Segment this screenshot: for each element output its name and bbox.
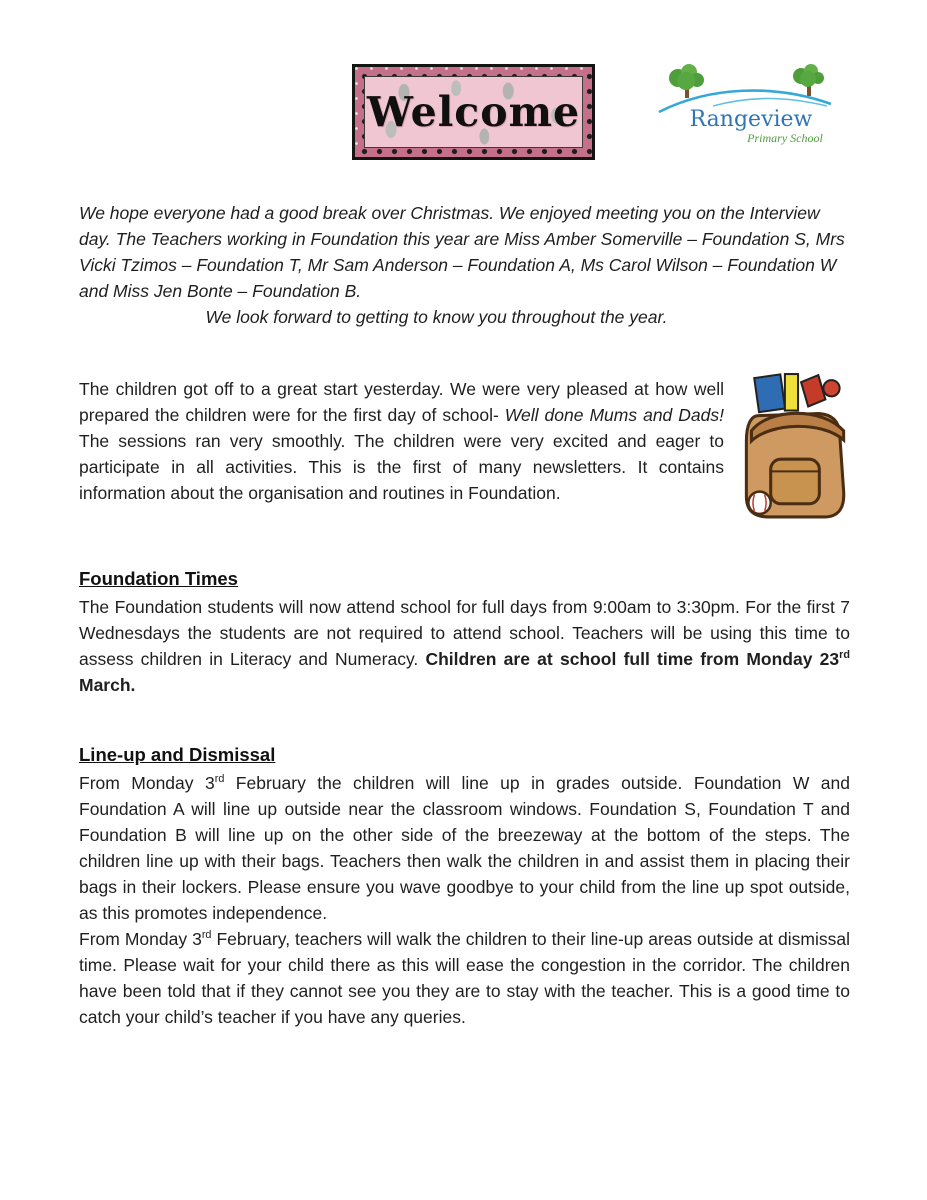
intro-tagline: We look forward to getting to know you throughout the year.: [205, 307, 668, 327]
lineup-paragraph-2: From Monday 3rd February, teachers will walk the children to their line-up areas outside at dismissal time. Please wait for your child there as this will ease the congestion in the corridor. The children have been told that if they cannot see you they are to stay with the teacher. This is a good time to catch your child’s teacher if you have any queries.: [79, 929, 850, 1027]
section-heading-foundation-times: Foundation Times: [79, 568, 238, 589]
welcome-banner-inner: [364, 76, 583, 148]
tree-icon: [669, 64, 704, 98]
school-logo: [655, 60, 837, 150]
logo-school-name: Rangeview: [689, 107, 813, 132]
welcome-banner-text: Welcome: [366, 88, 581, 136]
tree-icon: [793, 64, 824, 96]
logo-school-subtitle: Primary School: [747, 131, 823, 145]
backpack-clipart: [738, 370, 850, 522]
start-paragraph: The children got off to a great start yesterday. We were very pleased at how well prepared the children were for the first day of school- Well done Mums and Dads! The sessions ran very smoothly. The children were very excited and eager to participate in all activities. This is the first of many newsletters. It contains information about the organisation and routines in Foundation.: [79, 379, 724, 503]
welcome-banner: [352, 64, 595, 160]
intro-paragraph: We hope everyone had a good break over Christmas. We enjoyed meeting you on the Interview day. The Teachers working in Foundation this year are Miss Amber Somerville – Foundation S, Mrs Vicki Tzimos – Foundation T, Mr Sam Anderson – Foundation A, Ms Carol Wilson – Foundation W and Miss Jen Bonte – Foundation B.: [79, 203, 845, 301]
start-paragraph-block: [79, 376, 850, 522]
foundation-times-paragraph: The Foundation students will now attend school for full days from 9:00am to 3:30pm. For the first 7 Wednesdays the students are not required to attend school. Teachers will be using this time to assess children in Literacy and Numeracy. Children are at school full time from Monday 23rd March.: [79, 597, 850, 695]
school-logo-graphic: [655, 60, 837, 150]
document-body: [79, 200, 850, 1030]
backpack-icon: [738, 370, 850, 522]
lineup-paragraph-1: From Monday 3rd February the children will line up in grades outside. Foundation W and Foundation A will line up outside near the classroom windows. Foundation S, Foundation T and Foundation B will line up on the other side of the breezeway at the bottom of the steps. The children line up with their bags. Teachers then walk the children in and assist them in placing their bags in their lockers. Please ensure you wave goodbye to your child from the line up spot outside, as this promotes independence.: [79, 773, 850, 923]
section-heading-lineup-dismissal: Line-up and Dismissal: [79, 744, 276, 765]
